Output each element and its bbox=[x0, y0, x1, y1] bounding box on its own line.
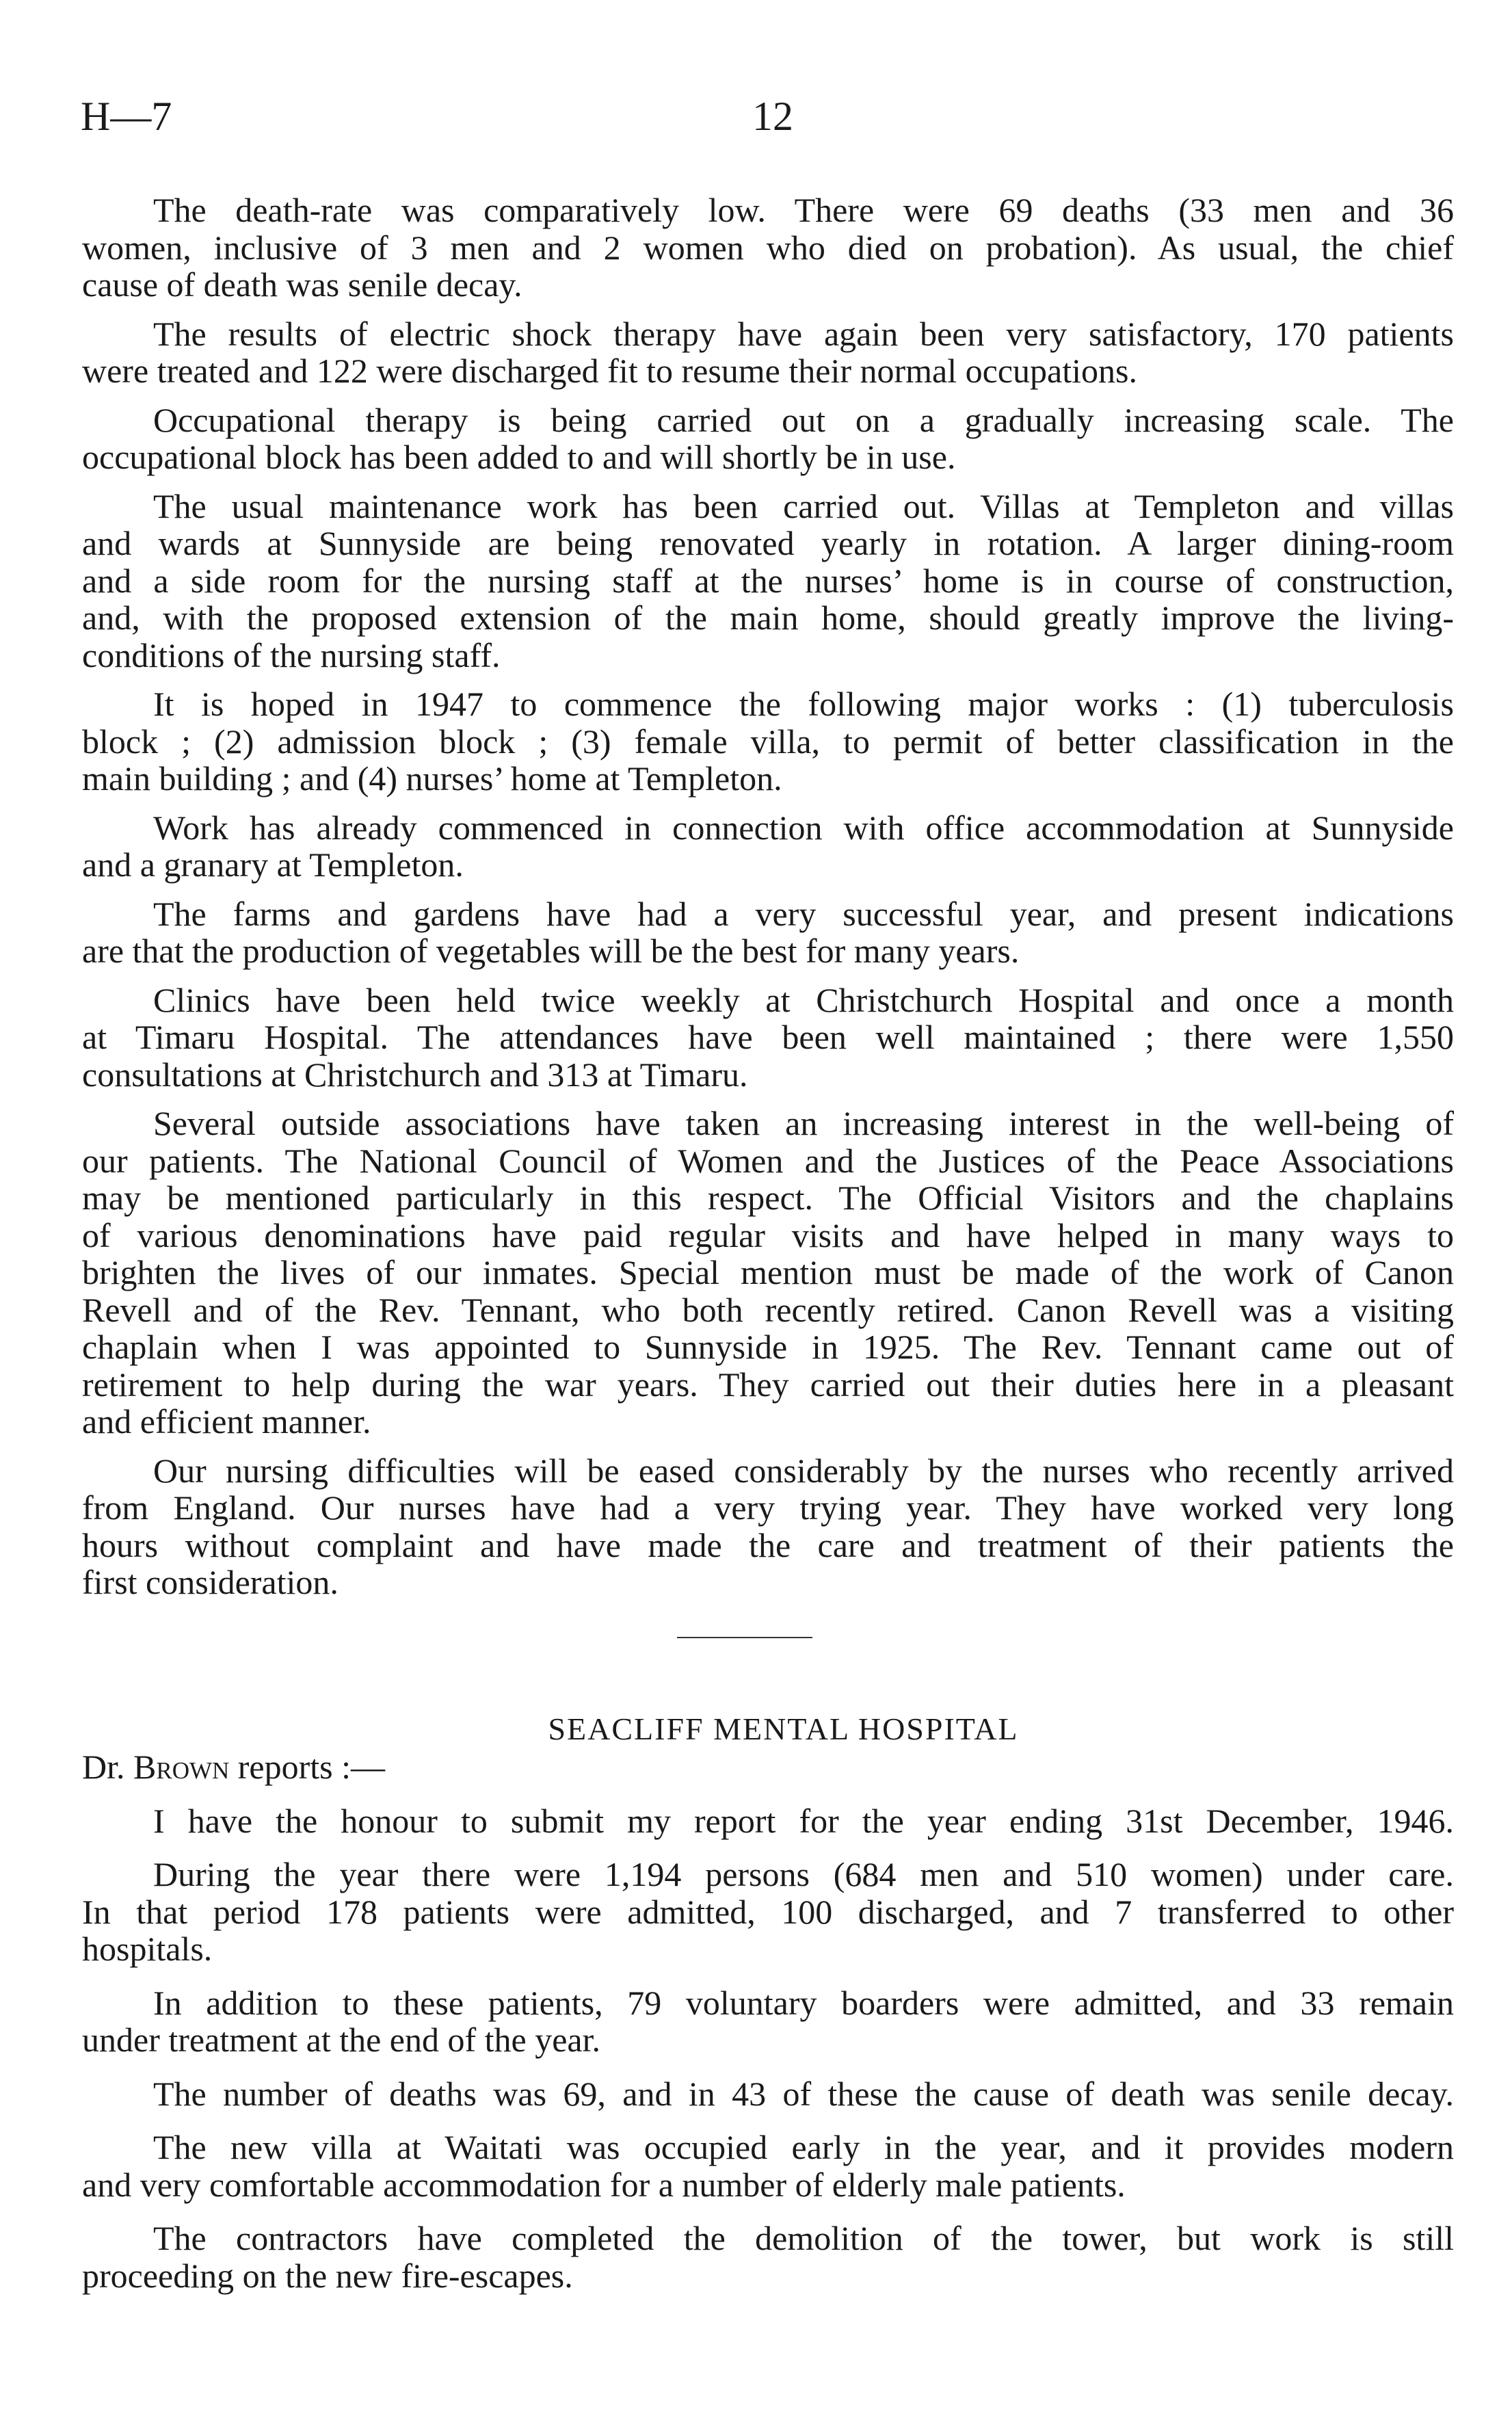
paragraph-line: conditions of the nursing staff. bbox=[82, 635, 501, 674]
paragraph bbox=[82, 895, 1454, 970]
paragraph-line: Clinics have been held twice weekly at Christchurch Hospital and once a month bbox=[153, 980, 1454, 1019]
paragraph bbox=[82, 2129, 1454, 2203]
paragraph-line: cause of death was senile decay. bbox=[82, 265, 522, 304]
paragraph bbox=[82, 2220, 1454, 2294]
paragraph-line: hospitals. bbox=[82, 1930, 213, 1968]
paragraph-line: and wards at Sunnyside are being renovated yearly in rotation. A larger dining-room bbox=[82, 524, 1454, 562]
paragraph bbox=[82, 982, 1454, 1094]
paragraph-line: The new villa at Waitati was occupied early in the year, and it provides modern bbox=[153, 2128, 1454, 2166]
paragraph bbox=[82, 402, 1454, 476]
paragraph-line: from England. Our nurses have had a very trying year. They have worked very long bbox=[82, 1488, 1454, 1527]
sunnyside-report-continuation bbox=[82, 192, 1454, 1613]
paragraph-line: under treatment at the end of the year. bbox=[82, 2021, 601, 2059]
paragraph-line: at Timaru Hospital. The attendances have been well maintained ; there were 1,550 bbox=[82, 1018, 1454, 1056]
paragraph bbox=[82, 685, 1454, 798]
paragraph-line: Our nursing difficulties will be eased considerably by the nurses who recently arrived bbox=[153, 1451, 1454, 1490]
paragraph-line: chaplain when I was appointed to Sunnyside in 1925. The Rev. Tennant came out of bbox=[82, 1328, 1454, 1366]
paragraph-line: and a granary at Templeton. bbox=[82, 845, 464, 884]
byline-line bbox=[82, 1748, 1454, 1786]
paragraph-line: were treated and 122 were discharged fit to resume their normal occupations. bbox=[82, 352, 1137, 390]
paragraph-line: proceeding on the new fire-escapes. bbox=[82, 2256, 573, 2295]
paragraph-line: and, with the proposed extension of the main home, should greatly improve the living- bbox=[82, 599, 1454, 637]
paragraph-line: Several outside associations have taken an increasing interest in the well-being of bbox=[153, 1104, 1454, 1142]
paragraph-line: The contractors have completed the demolition of the tower, but work is still bbox=[153, 2219, 1454, 2257]
paragraph bbox=[82, 192, 1454, 304]
paragraph-line: It is hoped in 1947 to commence the following major works : (1) tuberculosis bbox=[153, 685, 1454, 723]
section-divider-rule bbox=[677, 1637, 812, 1638]
paragraph bbox=[82, 315, 1454, 390]
paragraph-line: women, inclusive of 3 men and 2 women who died on probation). As usual, the chief bbox=[82, 228, 1454, 267]
paragraph bbox=[82, 809, 1454, 884]
paragraph-line: and efficient manner. bbox=[82, 1402, 371, 1441]
paragraph-line: and very comfortable accommodation for a number of elderly male patients. bbox=[82, 2165, 1126, 2204]
section-heading-text: SEACLIFF MENTAL HOSPITAL bbox=[548, 1711, 1019, 1746]
paragraph-line: The farms and gardens have had a very successful year, and present indications bbox=[153, 894, 1454, 933]
paragraph-line: our patients. The National Council of Women and the Justices of the Peace Associations bbox=[82, 1141, 1454, 1180]
paragraph-line: retirement to help during the war years. They carried out their duties here in a pleasant bbox=[82, 1365, 1454, 1404]
paragraph-line: brighten the lives of our inmates. Special mention must be made of the work of Canon bbox=[82, 1253, 1454, 1291]
paragraph-line: and a side room for the nursing staff at the nurses’ home is in course of construction, bbox=[82, 561, 1454, 600]
paragraph-line: of various denominations have paid regular visits and have helped in many ways to bbox=[82, 1215, 1454, 1254]
paragraph bbox=[82, 1856, 1454, 1968]
byline-title: Dr. bbox=[82, 1748, 133, 1786]
paragraph-line: first consideration. bbox=[82, 1563, 339, 1601]
paragraph-line: are that the production of vegetables will be the best for many years. bbox=[82, 932, 1020, 970]
section-heading bbox=[0, 1710, 1512, 1748]
paragraph-line: Occupational therapy is being carried out on a gradually increasing scale. The bbox=[153, 400, 1454, 439]
paragraph-line: hours without complaint and have made the care and treatment of their patients the bbox=[82, 1525, 1454, 1564]
byline-name: Brown bbox=[133, 1748, 230, 1786]
document-series-code: H—7 bbox=[81, 94, 172, 139]
paragraph-line: Revell and of the Rev. Tennant, who both recently retired. Canon Revell was a visiting bbox=[82, 1290, 1454, 1329]
byline bbox=[82, 1748, 1454, 1786]
paragraph-line: The death-rate was comparatively low. There were 69 deaths (33 men and 36 bbox=[153, 191, 1454, 229]
paragraph-line: Work has already commenced in connection with office accommodation at Sunnyside bbox=[153, 808, 1454, 847]
paragraph-line: During the year there were 1,194 persons (684 men and 510 women) under care. bbox=[153, 1855, 1454, 1893]
page-number: 12 bbox=[752, 94, 793, 139]
paragraph-line: consultations at Christchurch and 313 at Timaru. bbox=[82, 1055, 748, 1094]
paragraph-line: may be mentioned particularly in this respect. The Official Visitors and the chaplains bbox=[82, 1179, 1454, 1217]
paragraph bbox=[82, 1452, 1454, 1601]
paragraph-line: The results of electric shock therapy have again been very satisfactory, 170 patients bbox=[153, 314, 1454, 353]
seacliff-report bbox=[82, 1748, 1454, 2311]
paragraph-line: The number of deaths was 69, and in 43 of these the cause of death was senile decay. bbox=[153, 2074, 1454, 2113]
paragraph-line: The usual maintenance work has been carried out. Villas at Templeton and villas bbox=[153, 486, 1454, 525]
paragraph-line: In addition to these patients, 79 voluntary boarders were admitted, and 33 remain bbox=[153, 1983, 1454, 2022]
paragraph-line: I have the honour to submit my report for the year ending 31st December, 1946. bbox=[153, 1801, 1454, 1840]
paragraph-line: In that period 178 patients were admitted, 100 discharged, and 7 transferred to other bbox=[82, 1892, 1454, 1931]
paragraph-line: main building ; and (4) nurses’ home at Templeton. bbox=[82, 759, 782, 798]
paragraph bbox=[82, 1802, 1454, 1840]
paragraph-line: block ; (2) admission block ; (3) female villa, to permit of better classification in the bbox=[82, 722, 1454, 761]
paragraph bbox=[82, 2075, 1454, 2113]
byline-suffix: reports :— bbox=[229, 1748, 386, 1786]
paragraph bbox=[82, 488, 1454, 674]
paragraph bbox=[82, 1984, 1454, 2059]
paragraph-line: occupational block has been added to and will shortly be in use. bbox=[82, 438, 956, 476]
paragraph bbox=[82, 1105, 1454, 1441]
